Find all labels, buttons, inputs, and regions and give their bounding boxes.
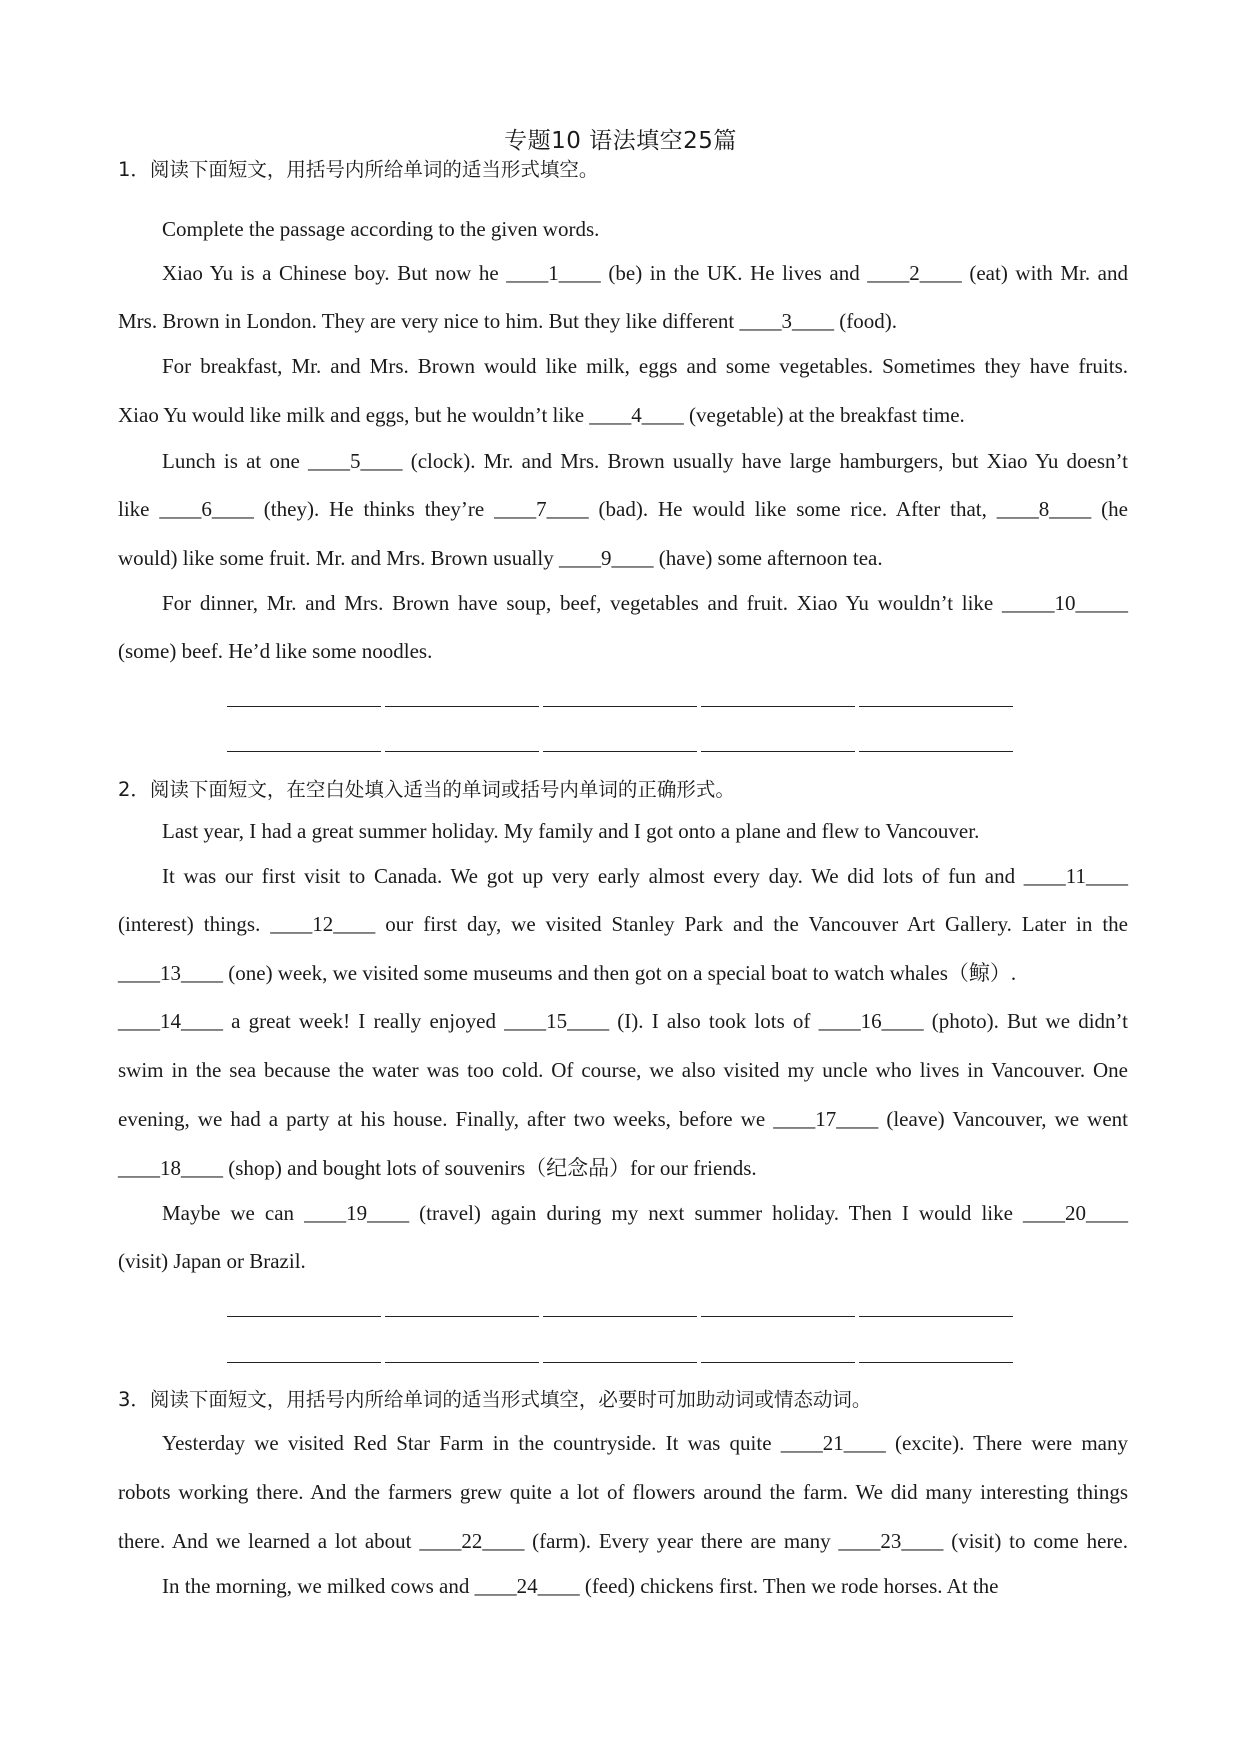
q1-instruction: 1．阅读下面短文，用括号内所给单词的适当形式填空。: [118, 158, 599, 181]
q3-line: Yesterday we visited Red Star Farm in the countryside. It was quite ____21____ (excite). There were many: [162, 1431, 1128, 1455]
q2-line: (visit) Japan or Brazil.: [118, 1249, 306, 1273]
answer-line[interactable]: [859, 706, 1013, 707]
answer-line[interactable]: [227, 706, 381, 707]
q2-line: (interest) things. ____12____ our first day, we visited Stanley Park and the Vancouver Art Gallery. Later in the: [118, 912, 1128, 936]
q3-line: In the morning, we milked cows and ____24____ (feed) chickens first. Then we rode horses. At the: [162, 1574, 999, 1598]
q1-line: Mrs. Brown in London. They are very nice to him. But they like different ____3____ (food).: [118, 309, 897, 333]
q2-line: Maybe we can ____19____ (travel) again during my next summer holiday. Then I would like ____20____: [162, 1201, 1128, 1225]
q1-line: Lunch is at one ____5____ (clock). Mr. and Mrs. Brown usually have large hamburgers, but Xiao Yu doesn’t: [162, 449, 1128, 473]
q3-line: robots working there. And the farmers grew quite a lot of flowers around the farm. We did many interesting things: [118, 1480, 1128, 1504]
answer-line[interactable]: [227, 1362, 381, 1363]
answer-line[interactable]: [701, 706, 855, 707]
q3-line: there. And we learned a lot about ____22____ (farm). Every year there are many ____23____ (visit) to come here.: [118, 1529, 1128, 1553]
q2-line: ____13____ (one) week, we visited some museums and then got on a special boat to watch whales（鲸）.: [118, 961, 1017, 985]
answer-line[interactable]: [385, 1316, 539, 1317]
q2-line: evening, we had a party at his house. Finally, after two weeks, before we ____17____ (leave) Vancouver, we went: [118, 1107, 1128, 1131]
answer-line[interactable]: [701, 751, 855, 752]
q1-answer-row: [227, 706, 1013, 707]
answer-line[interactable]: [859, 1316, 1013, 1317]
q1-line: would) like some fruit. Mr. and Mrs. Brown usually ____9____ (have) some afternoon tea.: [118, 546, 883, 570]
answer-line[interactable]: [859, 1362, 1013, 1363]
q1-line: Complete the passage according to the given words.: [162, 217, 600, 241]
q1-answer-row: [227, 751, 1013, 752]
answer-line[interactable]: [701, 1362, 855, 1363]
q1-line: Xiao Yu is a Chinese boy. But now he ____1____ (be) in the UK. He lives and ____2____ (eat) with Mr. and: [162, 261, 1128, 285]
answer-line[interactable]: [227, 1316, 381, 1317]
q1-line: For breakfast, Mr. and Mrs. Brown would like milk, eggs and some vegetables. Sometimes they have fruits.: [162, 354, 1128, 378]
q2-line: It was our first visit to Canada. We got up very early almost every day. We did lots of fun and ____11____: [162, 864, 1128, 888]
q2-line: ____18____ (shop) and bought lots of souvenirs（纪念品）for our friends.: [118, 1156, 757, 1180]
answer-line[interactable]: [859, 751, 1013, 752]
q1-line: For dinner, Mr. and Mrs. Brown have soup, beef, vegetables and fruit. Xiao Yu wouldn’t like _____10_____: [162, 591, 1128, 615]
answer-line[interactable]: [543, 751, 697, 752]
answer-line[interactable]: [385, 706, 539, 707]
q2-answer-row: [227, 1362, 1013, 1363]
answer-line[interactable]: [227, 751, 381, 752]
answer-line[interactable]: [385, 1362, 539, 1363]
page-title: 专题10 语法填空25篇: [504, 128, 737, 154]
answer-line[interactable]: [701, 1316, 855, 1317]
q2-instruction: 2．阅读下面短文，在空白处填入适当的单词或括号内单词的正确形式。: [118, 778, 735, 801]
q1-line: like ____6____ (they). He thinks they’re ____7____ (bad). He would like some rice. After that, ____8____ (he: [118, 497, 1128, 521]
answer-line[interactable]: [543, 1362, 697, 1363]
q2-answer-row: [227, 1316, 1013, 1317]
q3-instruction: 3．阅读下面短文，用括号内所给单词的适当形式填空，必要时可加助动词或情态动词。: [118, 1388, 872, 1411]
answer-line[interactable]: [543, 706, 697, 707]
q1-line: (some) beef. He’d like some noodles.: [118, 639, 433, 663]
q2-line: Last year, I had a great summer holiday. My family and I got onto a plane and flew to Vancouver.: [162, 819, 980, 843]
answer-line[interactable]: [385, 751, 539, 752]
q2-line: swim in the sea because the water was too cold. Of course, we also visited my uncle who lives in Vancouver. One: [118, 1058, 1128, 1082]
q1-line: Xiao Yu would like milk and eggs, but he wouldn’t like ____4____ (vegetable) at the breakfast time.: [118, 403, 965, 427]
q2-line: ____14____ a great week! I really enjoyed ____15____ (I). I also took lots of ____16____ (photo). But we didn’t: [118, 1009, 1128, 1033]
answer-line[interactable]: [543, 1316, 697, 1317]
